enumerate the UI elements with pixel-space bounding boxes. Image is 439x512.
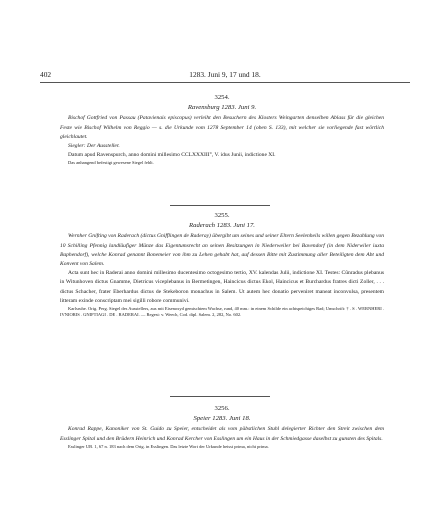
document-3255 — [60, 211, 384, 319]
document-number: 3255. — [214, 212, 230, 219]
separator — [170, 205, 270, 206]
document-3256 — [60, 404, 384, 450]
summary: Bischof Gottfried von Passau (Patavienais episcopus) verleiht den Besuchern des Klosters Weingarten denselben Ablass für die gleichen Feste wie Bischof Wilhelm von Reggio — s. die Urkunde vom 1278 September 14 (oben S. 133), mit welcher sie vorliegende fast wörtlich gleichlautet. — [60, 115, 384, 140]
summary: Konrad Rappe, Kanoniker von St. Guido zu Speier, entscheidet als vom päbstlichen Stuhl delegierter Richter den Streit zwischen dem Esslinger Spital und den Brüdern Heinrich und Konrad Kercher von Esslingen um ein Haus in der Schmiedgasse daselbst zu gunsten des Spitals. — [60, 426, 384, 442]
document-number: 3256. — [214, 405, 230, 412]
text: Datum apud Ravenspurch, anno domini millesimo CCLXXXIII°, V. idus Junii, indictione XI. — [68, 152, 276, 159]
note: Das anhangend befestigt gewesene Siegel fehlt. — [68, 160, 154, 166]
document-number: 3254. — [214, 94, 230, 101]
page-number: 402 — [40, 70, 52, 79]
place-date: Raderach 1283. Juni 17. — [189, 222, 255, 230]
running-title: 1283. Juni 9, 17 und 18. — [189, 70, 261, 79]
separator — [170, 396, 270, 397]
place-date: Speier 1283. Juni 18. — [193, 415, 251, 423]
place-date: Ravensburg 1283. Juni 9. — [187, 104, 257, 112]
text: Acta sunt hec in Raderai anno domini millesimo ducentesimo octogesimo tertio, XV. kalendas Julii, indictione XI. Testes: Cûnradus plebanus in Witunhoven dictus Gnamme, Dietricus viceplebanus in Bermetingen, Haincicus dictus Ekol, Haincicus et Burchardus fratres dicti Zoller, . . . dictus Schacher, frater Eberhardus dictus de Stekeboron monachus in Salem. Ut autem hec donatio perveniret maneat inconvulsa, presentem litteram exinde conscriptam mei sigilli robore communivi. — [60, 270, 384, 304]
sealer: Siegler: Der Aussteller. — [68, 143, 120, 150]
note: Karlsruhe. Orig. Perg. Siegel des Ausstellers, aus mit Eisenoxyd gemischtem Wachse, rund, 40 mm.: in einem Schilde ein achtspeichiges Rad; Umschrift: † . S . WERNHERI . IVNIORIS . GNIFTIAGI . DE . RADERAI. — Regest: v. Weech, Cod. dipl. Salem. 2, 282, No. 602. — [60, 306, 384, 318]
document-3254 — [60, 93, 384, 167]
note: Esslinger UB. 1, 67 n. 183 nach dem Orig. in Esslingen. Das letzte Wort der Urkunde heisst prima, nicht prima. — [68, 443, 269, 449]
summary: Wernher Gnifting von Raderach (dictus Gnifflingen de Raderay) übergibt um seines und seiner Eltern Seelenheils willen gegen Bezahlung von 10 Schilling Pfennig landläufiger Münze das Eigentumsrecht an seinen Besitzungen in Niederweiler bei Bavendorf (in dem Niderwiler iuxta Baphendorf), welche Konrad genannt Bonemeier von ihm zu Lehen gehabt hat, auf dessen Bitte mit Zustimmung aller Beteiligten dem Abt und Konvent von Salem. — [60, 233, 385, 268]
header-rule — [40, 82, 410, 83]
